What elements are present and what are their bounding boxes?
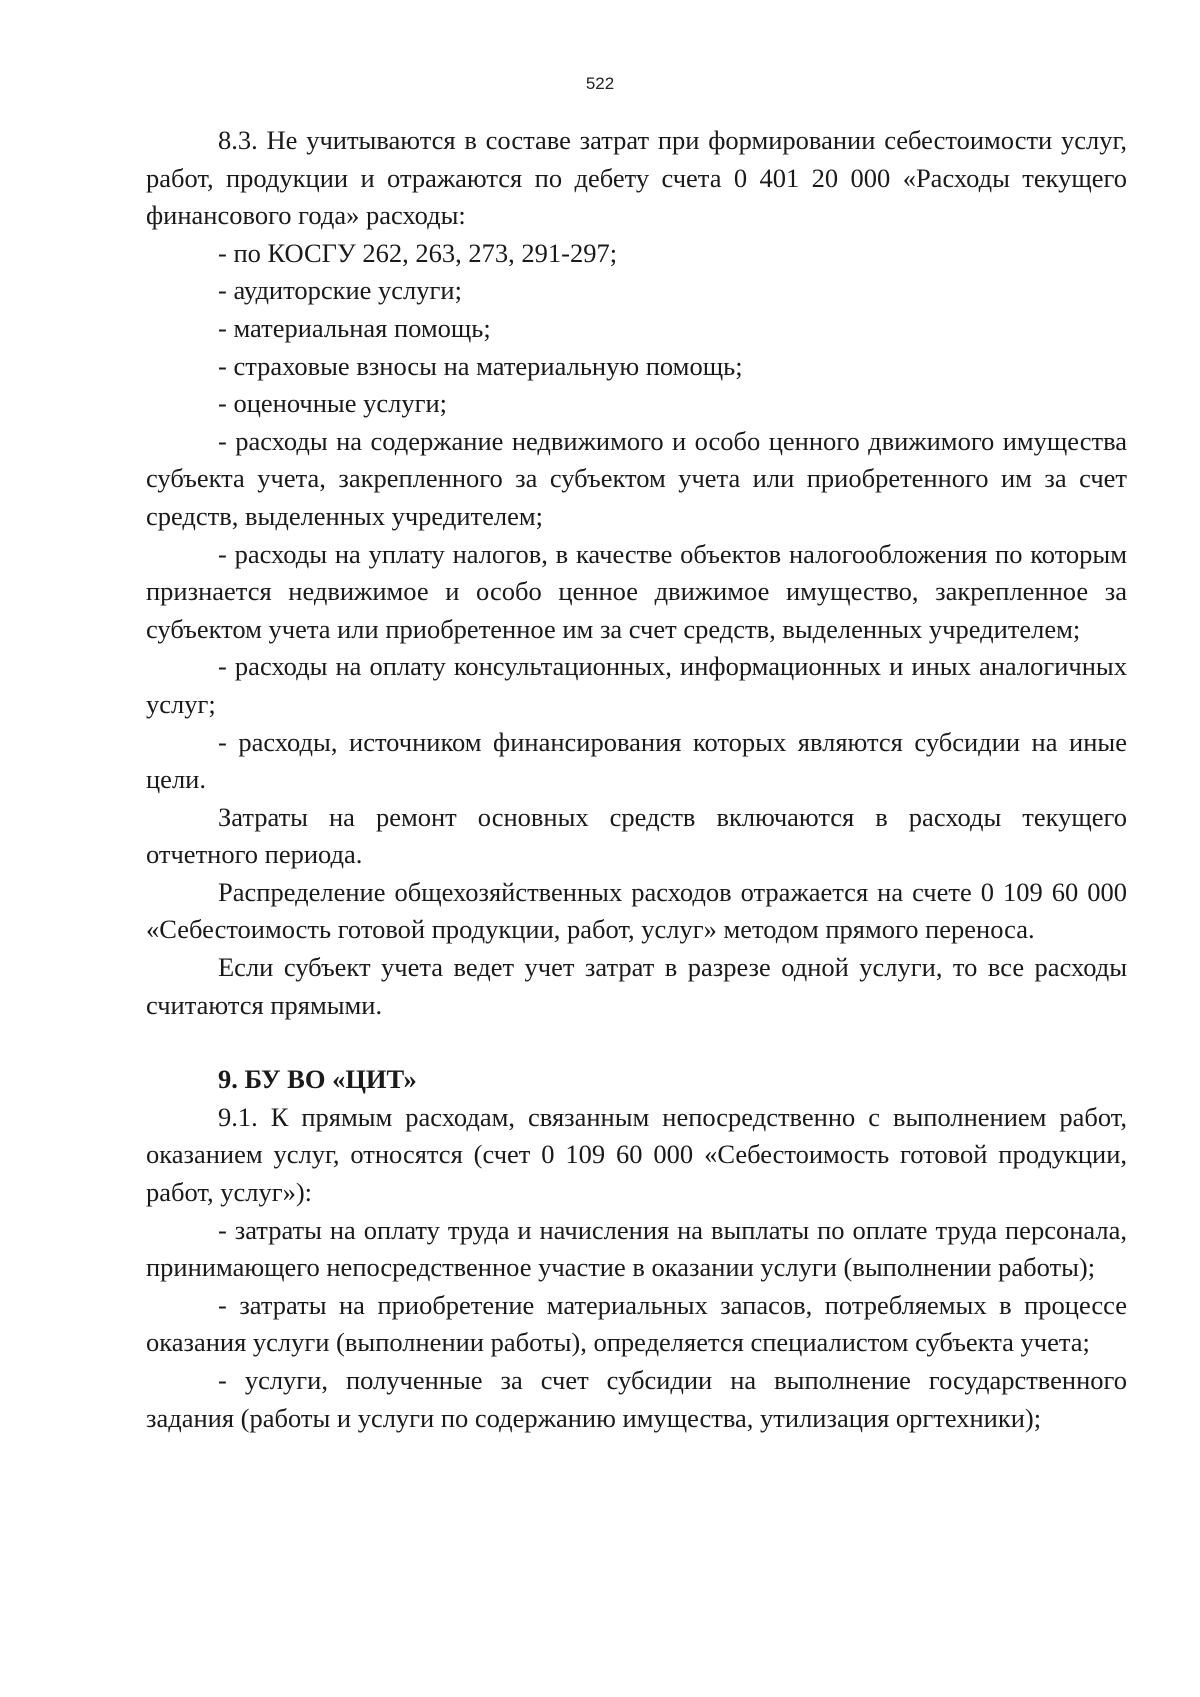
page-number: 522: [585, 74, 615, 93]
list-item: - расходы, источником финансирования которых являются субсидии на иные цели.: [146, 726, 1127, 795]
section-9-heading: 9. БУ ВО «ЦИТ»: [218, 1064, 417, 1095]
list-item: - затраты на оплату труда и начисления на выплаты по оплате труда персонала, принимающего непосредственное участие в оказании услуги (выполнении работы);: [146, 1214, 1127, 1283]
list-item: - аудиторские услуги;: [218, 275, 462, 306]
list-item: - услуги, полученные за счет субсидии на выполнение государственного задания (работы и услуги по содержанию имущества, утилизация оргтехники);: [146, 1365, 1127, 1433]
list-item: - расходы на оплату консультационных, информационных и иных аналогичных услуг;: [146, 651, 1127, 719]
paragraph-direct-costs: Если субъект учета ведет учет затрат в разрезе одной услуги, то все расходы считаются прямыми.: [146, 952, 1127, 1020]
list-item: - материальная помощь;: [218, 312, 491, 343]
paragraph-overhead-distribution: Распределение общехозяйственных расходов отражается на счете 0 109 60 000 «Себестоимость готовой продукции, работ, услуг» методом прямого переноса.: [146, 876, 1127, 945]
list-item: - затраты на приобретение материальных запасов, потребляемых в процессе оказания услуги (выполнении работы), определяется специалистом субъекта учета;: [146, 1289, 1127, 1358]
list-item: - оценочные услуги;: [218, 388, 447, 419]
list-item: - страховые взносы на материальную помощь;: [218, 350, 743, 381]
list-item: - расходы на содержание недвижимого и особо ценного движимого имущества субъекта учета, закрепленного за субъектом учета или приобретенного им за счет средств, выделенных учредителем;: [146, 425, 1127, 531]
paragraph-repair-costs: Затраты на ремонт основных средств включаются в расходы текущего отчетного периода.: [146, 801, 1127, 870]
list-item: - по КОСГУ 262, 263, 273, 291-297;: [218, 237, 618, 268]
document-body: [146, 122, 1127, 1437]
section-9-1-intro: 9.1. К прямым расходам, связанным непосредственно с выполнением работ, оказанием услуг, относятся (счет 0 109 60 000 «Себестоимость готовой продукции, работ, услуг»):: [146, 1101, 1127, 1208]
list-item: - расходы на уплату налогов, в качестве объектов налогообложения по которым признается недвижимое и особо ценное движимое имущество, закрепленное за субъектом учета или приобретенное им за счет средств, выделенных учредителем;: [146, 538, 1127, 644]
section-8-3-intro: 8.3. Не учитываются в составе затрат при формировании себестоимости услуг, работ, продукции и отражаются по дебету счета 0 401 20 000 «Расходы текущего финансового года» расходы:: [146, 125, 1127, 231]
